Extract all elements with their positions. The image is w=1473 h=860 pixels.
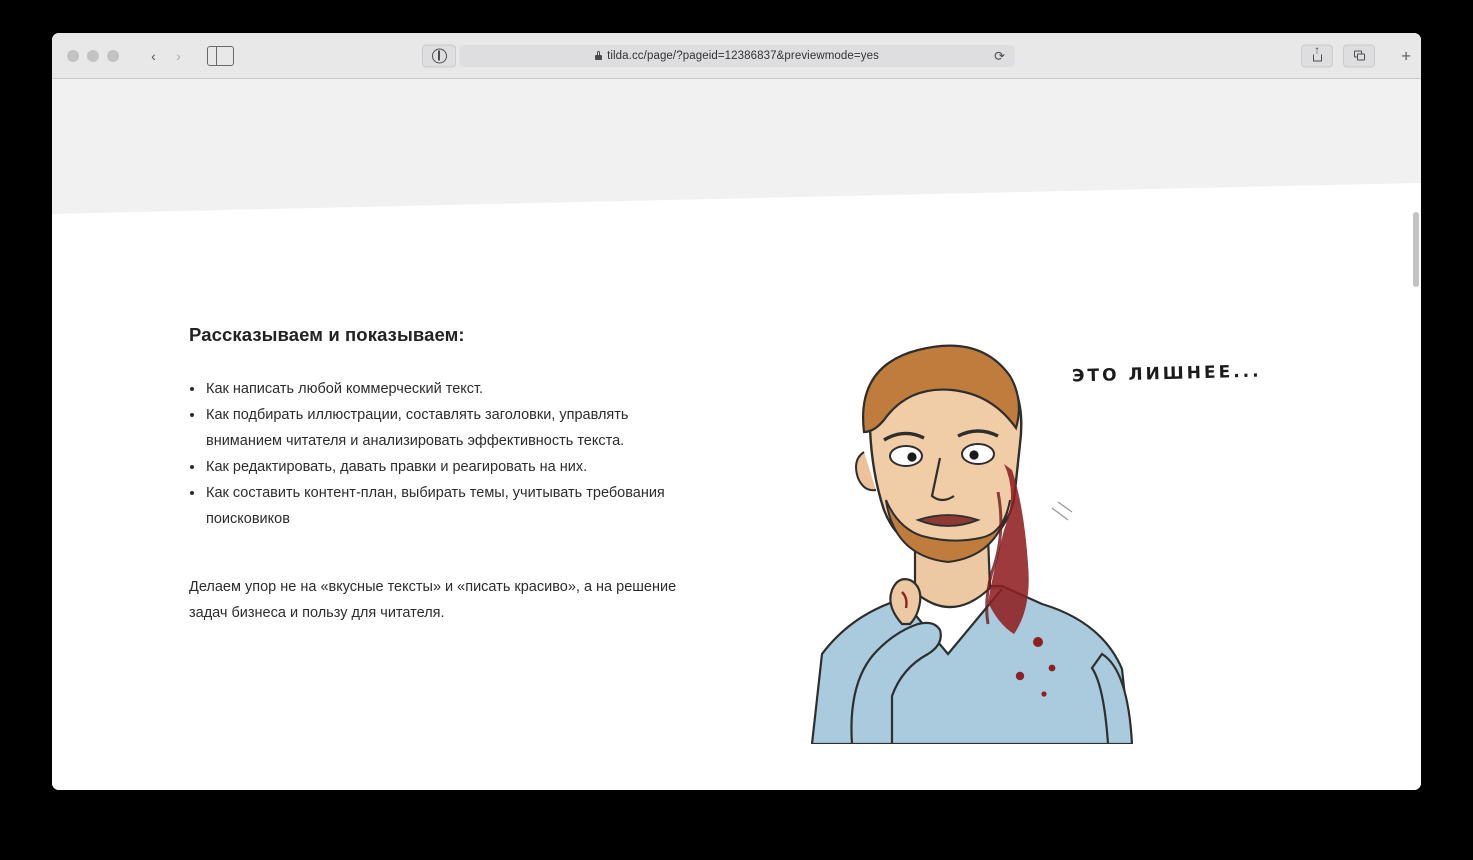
url-text: tilda.cc/page/?pageid=12386837&previewmode=yes (607, 49, 879, 62)
tab-overview-button[interactable] (1343, 44, 1375, 67)
share-button[interactable] (1301, 44, 1333, 67)
illustration-man-with-bloody-ear (752, 324, 1312, 744)
zoom-button[interactable] (107, 50, 119, 62)
list-item: Как написать любой коммерческий текст. (189, 376, 706, 402)
share-icon (1313, 50, 1322, 62)
privacy-report-icon (432, 48, 447, 63)
browser-toolbar (52, 33, 1421, 79)
reload-button[interactable]: ⟳ (994, 48, 1005, 63)
list-item: Как составить контент-план, выбирать темы, учитывать требования поисковиков (189, 480, 706, 532)
lock-icon (595, 51, 602, 60)
toolbar-right-buttons (1301, 44, 1375, 67)
browser-window (52, 33, 1421, 790)
page-title: Рассказываем и показываем: (189, 324, 465, 345)
sidebar-icon[interactable] (207, 46, 234, 66)
list-item: Как подбирать иллюстрации, составлять заголовки, управлять вниманием читателя и анализировать эффективность текста. (189, 402, 706, 454)
list-item: Как редактировать, давать правки и реагировать на них. (189, 454, 706, 480)
illustration-svg (752, 324, 1312, 744)
page-scrollbar[interactable] (1411, 124, 1421, 790)
content-column (189, 324, 709, 641)
scrollbar-thumb[interactable] (1413, 212, 1419, 287)
address-bar[interactable] (459, 45, 1015, 67)
back-button[interactable]: ‹ (151, 47, 156, 64)
close-button[interactable] (67, 50, 79, 62)
reader-icon[interactable] (422, 44, 456, 67)
navigation-buttons (141, 45, 191, 67)
page-viewport (52, 79, 1421, 790)
decorative-band (52, 79, 1421, 214)
new-tab-button[interactable]: + (1401, 46, 1411, 65)
illustration-caption: ЭТО ЛИШНЕЕ... (1071, 361, 1262, 387)
body-paragraph: Делаем упор не на «вкусные тексты» и «писать красиво», а на решение задач бизнеса и пользу для читателя. (189, 579, 677, 621)
minimize-button[interactable] (87, 50, 99, 62)
feature-list (189, 376, 709, 532)
forward-button[interactable]: › (176, 47, 181, 64)
tab-overview-icon (1354, 51, 1365, 61)
window-controls (67, 50, 119, 62)
